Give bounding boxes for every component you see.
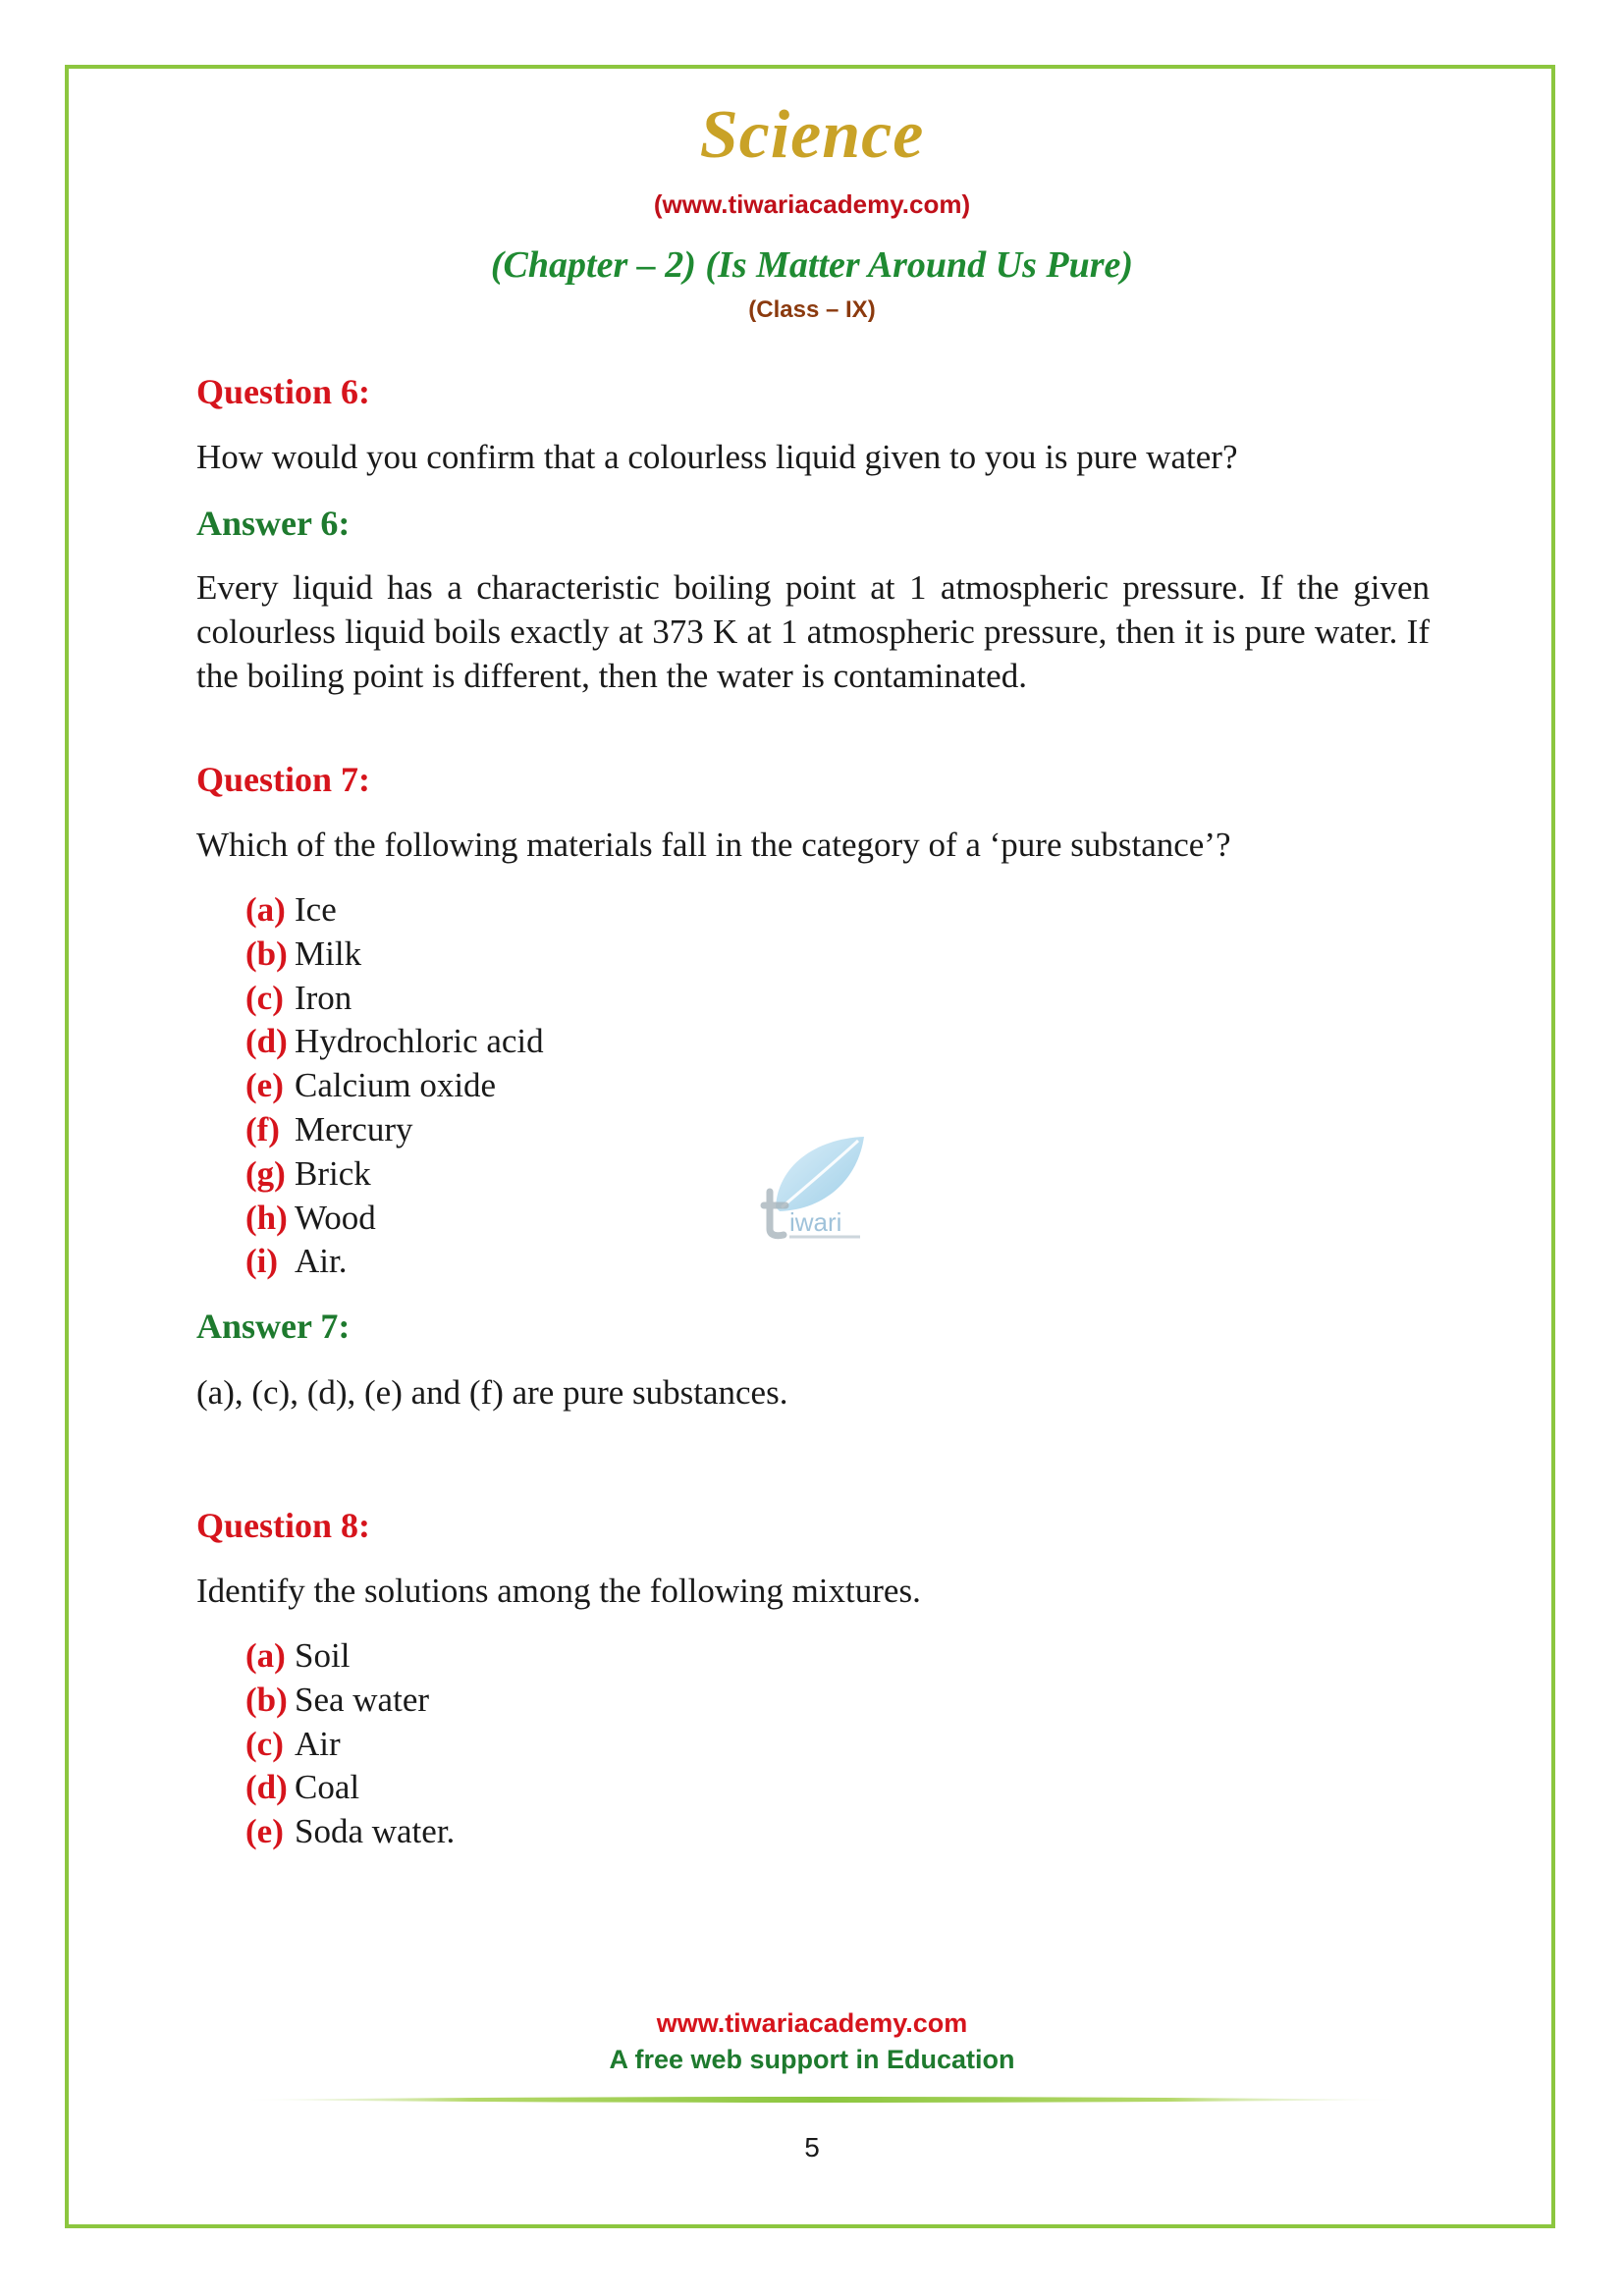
- option-letter: (c): [245, 978, 284, 1017]
- list-item: [245, 1723, 455, 1767]
- option-letter: (b): [245, 934, 288, 973]
- list-item: [245, 1020, 544, 1064]
- question-7-options: [245, 888, 544, 1284]
- answer-6-heading: Answer 6:: [196, 504, 351, 543]
- list-item: [245, 1810, 455, 1854]
- option-letter: (i): [245, 1242, 279, 1281]
- answer-6-text: Every liquid has a characteristic boiling point at 1 atmospheric pressure. If the given colourless liquid boils exactly at 373 K at 1 atmospheric pressure, then it is pure water. If the boiling point is different, then the water is contaminated.: [196, 568, 1430, 695]
- question-7-heading: Question 7:: [196, 760, 371, 799]
- list-item: [245, 1240, 544, 1284]
- option-letter: (e): [245, 1812, 284, 1851]
- question-8-heading: Question 8:: [196, 1506, 371, 1545]
- option-letter: (a): [245, 1636, 286, 1675]
- watermark-text: iwari: [789, 1207, 842, 1237]
- class-label: (Class – IX): [748, 296, 876, 323]
- option-text: Brick: [295, 1153, 371, 1193]
- list-item: [245, 1766, 455, 1810]
- option-text: Air.: [295, 1242, 348, 1281]
- option-text: Calcium oxide: [295, 1066, 497, 1105]
- option-text: Ice: [295, 890, 337, 929]
- list-item: [245, 1679, 455, 1723]
- option-letter: (a): [245, 890, 286, 929]
- question-6-heading: Question 6:: [196, 372, 371, 411]
- option-letter: (h): [245, 1198, 288, 1237]
- list-item: [245, 977, 544, 1021]
- option-letter: (f): [245, 1109, 280, 1148]
- option-text: Air: [295, 1724, 341, 1763]
- list-item: [245, 1634, 455, 1679]
- leaf-logo-icon: [756, 1127, 874, 1245]
- option-letter: (e): [245, 1066, 284, 1105]
- option-text: Mercury: [295, 1109, 413, 1148]
- footer-tagline: A free web support in Education: [609, 2045, 1015, 2074]
- list-item: [245, 1197, 544, 1241]
- option-text: Milk: [295, 934, 362, 973]
- watermark-logo: [756, 1127, 874, 1245]
- list-item: [245, 933, 544, 977]
- option-text: Sea water: [295, 1680, 430, 1719]
- option-text: Wood: [295, 1198, 376, 1237]
- option-letter: (g): [245, 1153, 286, 1193]
- question-8-text: Identify the solutions among the following mixtures.: [196, 1572, 921, 1610]
- page-number: 5: [804, 2132, 820, 2163]
- option-letter: (d): [245, 1768, 288, 1807]
- list-item: [245, 888, 544, 933]
- option-letter: (d): [245, 1022, 288, 1061]
- footer-divider: [236, 2091, 1404, 2099]
- list-item: [245, 1152, 544, 1197]
- list-item: [245, 1108, 544, 1152]
- list-item: [245, 1064, 544, 1108]
- option-letter: (b): [245, 1680, 288, 1719]
- question-6-text: How would you confirm that a colourless liquid given to you is pure water?: [196, 438, 1238, 476]
- answer-7-text: (a), (c), (d), (e) and (f) are pure substances.: [196, 1373, 788, 1412]
- option-text: Hydrochloric acid: [295, 1022, 544, 1061]
- header-website[interactable]: (www.tiwariacademy.com): [653, 189, 971, 219]
- subject-title: Science: [699, 97, 925, 173]
- option-letter: (c): [245, 1724, 284, 1763]
- option-text: Coal: [295, 1768, 360, 1807]
- option-text: Soda water.: [295, 1812, 456, 1851]
- question-7-text: Which of the following materials fall in the category of a ‘pure substance’?: [196, 826, 1231, 864]
- option-text: Soil: [295, 1636, 351, 1675]
- question-8-options: [245, 1634, 455, 1854]
- answer-7-heading: Answer 7:: [196, 1307, 351, 1346]
- chapter-title: (Chapter – 2) (Is Matter Around Us Pure): [490, 244, 1134, 286]
- footer-website[interactable]: www.tiwariacademy.com: [656, 2008, 968, 2038]
- option-text: Iron: [295, 978, 352, 1017]
